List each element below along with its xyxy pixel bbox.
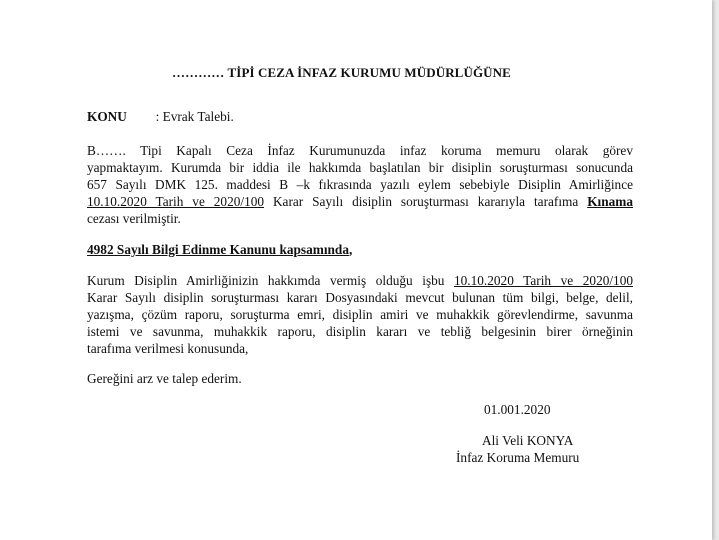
para2-line-1: Kurum Disiplin Amirliğinizin hakkımda vermiş olduğu işbu 10.10.2020 Tarih ve 2020/100 <box>87 273 634 288</box>
para2-line-4: istemi ve savunma, muhakkik raporu, disiplin kararı ve tebliğ belgesinin birer örneğinin <box>87 324 633 339</box>
para1-line-3: 657 Sayılı DMK 125. maddesi B –k fıkrasında yazılı eylem sebebiyle Disiplin Amirliğince <box>87 177 633 192</box>
subject-label: KONU <box>87 109 127 124</box>
law-reference-line: 4982 Sayılı Bilgi Edinme Kanunu kapsamında, <box>87 242 353 257</box>
para2-line-3: yazışma, çözüm raporu, soruşturma emri, disiplin amiri ve muhakkik görevlendirme, savunma <box>87 307 633 322</box>
para2-line-5: tarafıma verilmesi konusunda, <box>87 341 249 356</box>
decision-reference-2: 10.10.2020 Tarih ve 2020/100 <box>454 273 634 288</box>
document-date: 01.001.2020 <box>484 402 551 417</box>
para1-line-5: cezası verilmiştir. <box>87 211 181 226</box>
document-heading: ………… TİPİ CEZA İNFAZ KURUMU MÜDÜRLÜĞÜNE <box>172 65 511 80</box>
para1-line-4-text: Karar Sayılı disiplin soruşturması kararıyla tarafıma <box>264 194 588 209</box>
penalty-type: Kınama <box>587 194 633 209</box>
para1-line-2: yapmaktayım. Kurumda bir iddia ile hakkımda başlatılan bir disiplin soruşturması sonucunda <box>87 160 633 175</box>
law-reference: 4982 Sayılı Bilgi Edinme Kanunu kapsamında <box>87 242 349 257</box>
para2-line-2: Karar Sayılı disiplin soruşturması kararı Dosyasındaki mevcut bulunan tüm bilgi, belge, delil, <box>87 290 633 305</box>
signer-name: Ali Veli KONYA <box>482 433 574 448</box>
signer-title: İnfaz Koruma Memuru <box>456 450 580 465</box>
para1-line-4 <box>87 193 633 210</box>
para1-line-1: B……. Tipi Kapalı Ceza İnfaz Kurumunuzda infaz koruma memuru olarak görev <box>87 143 633 158</box>
subject-value: : Evrak Talebi. <box>155 109 234 124</box>
closing-line: Gereğini arz ve talep ederim. <box>87 371 242 386</box>
decision-reference: 10.10.2020 Tarih ve 2020/100 <box>87 194 265 209</box>
subject-line <box>87 108 234 125</box>
